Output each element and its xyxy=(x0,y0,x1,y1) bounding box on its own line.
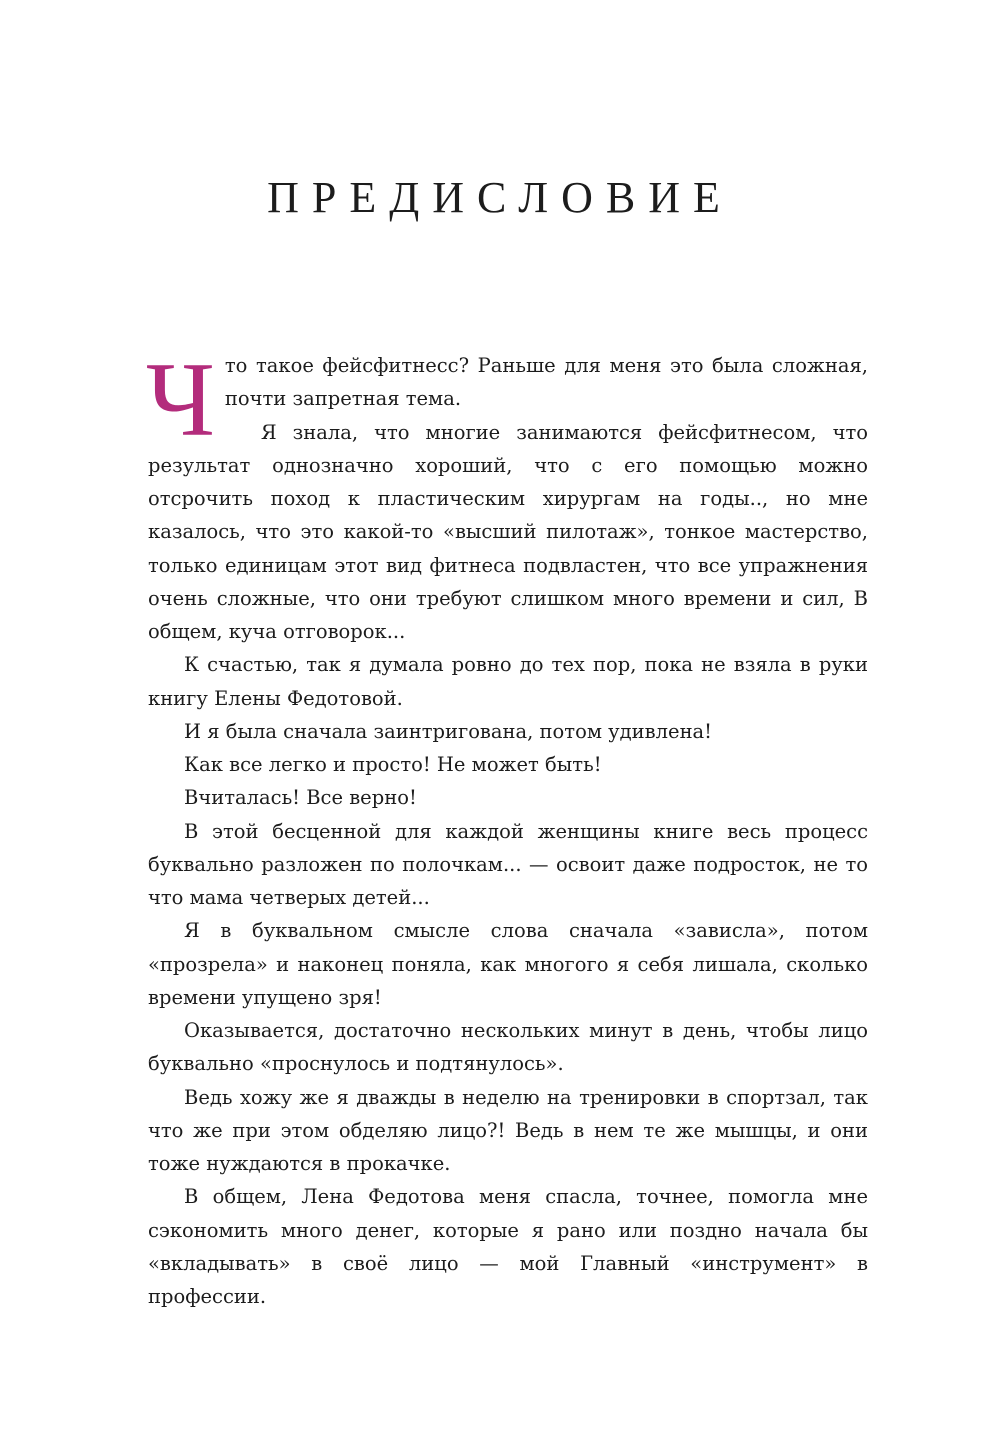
paragraph: В этой бесценной для каждой женщины книге весь процесс буквально разложен по полочкам... — освоит даже подросток, не то что мама четверых детей... xyxy=(148,819,868,909)
paragraph xyxy=(146,341,868,458)
paragraph: Я в буквальном смысле слова сначала «зависла», потом «прозрела» и наконец поняла, как многого я себя лишала, сколько времени упущено зря! xyxy=(148,919,868,1009)
paragraph: Оказывается, достаточно нескольких минут в день, чтобы лицо буквально «проснулось и подтянулось». xyxy=(148,1019,868,1076)
paragraph: И я была сначала заинтригована, потом удивлена! xyxy=(184,719,713,743)
page-title: ПРЕДИСЛОВИЕ xyxy=(267,173,733,222)
paragraph: Как все легко и просто! Не может быть! xyxy=(184,753,602,776)
paragraph: К счастью, так я думала ровно до тех пор, пока не взяла в руки книгу Елены Федотовой. xyxy=(148,653,868,710)
paragraph: Я знала, что многие занимаются фейсфитнесом, что результат однозначно хороший, что с его помощью можно отсрочить поход к пластическим хирургам на годы.., но мне казалось, что это какой-то «высший пилотаж», тонкое мастерство, только единицам этот вид фитнеса подвластен, что все упражнения очень сложные, что они требуют слишком много времени и сил, В общем, куча отговорок... xyxy=(148,420,868,643)
paragraph-text: то такое фейсфитнесс? Раньше для меня это была сложная, почти запретная тема. xyxy=(224,354,868,411)
body-text xyxy=(146,341,868,1313)
drop-cap: Ч xyxy=(146,341,215,458)
paragraph: В общем, Лена Федотова меня спасла, точнее, помогла мне сэкономить много денег, которые я рано или поздно начала бы «вкладывать» в своё лицо — мой Главный «инструмент» в профессии. xyxy=(148,1185,868,1308)
paragraph: Вчиталась! Все верно! xyxy=(184,786,417,810)
paragraph: Ведь хожу же я дважды в неделю на тренировки в спортзал, так что же при этом обделяю лицо?! Ведь в нем те же мышцы, и они тоже нуждаются в прокачке. xyxy=(148,1085,868,1175)
